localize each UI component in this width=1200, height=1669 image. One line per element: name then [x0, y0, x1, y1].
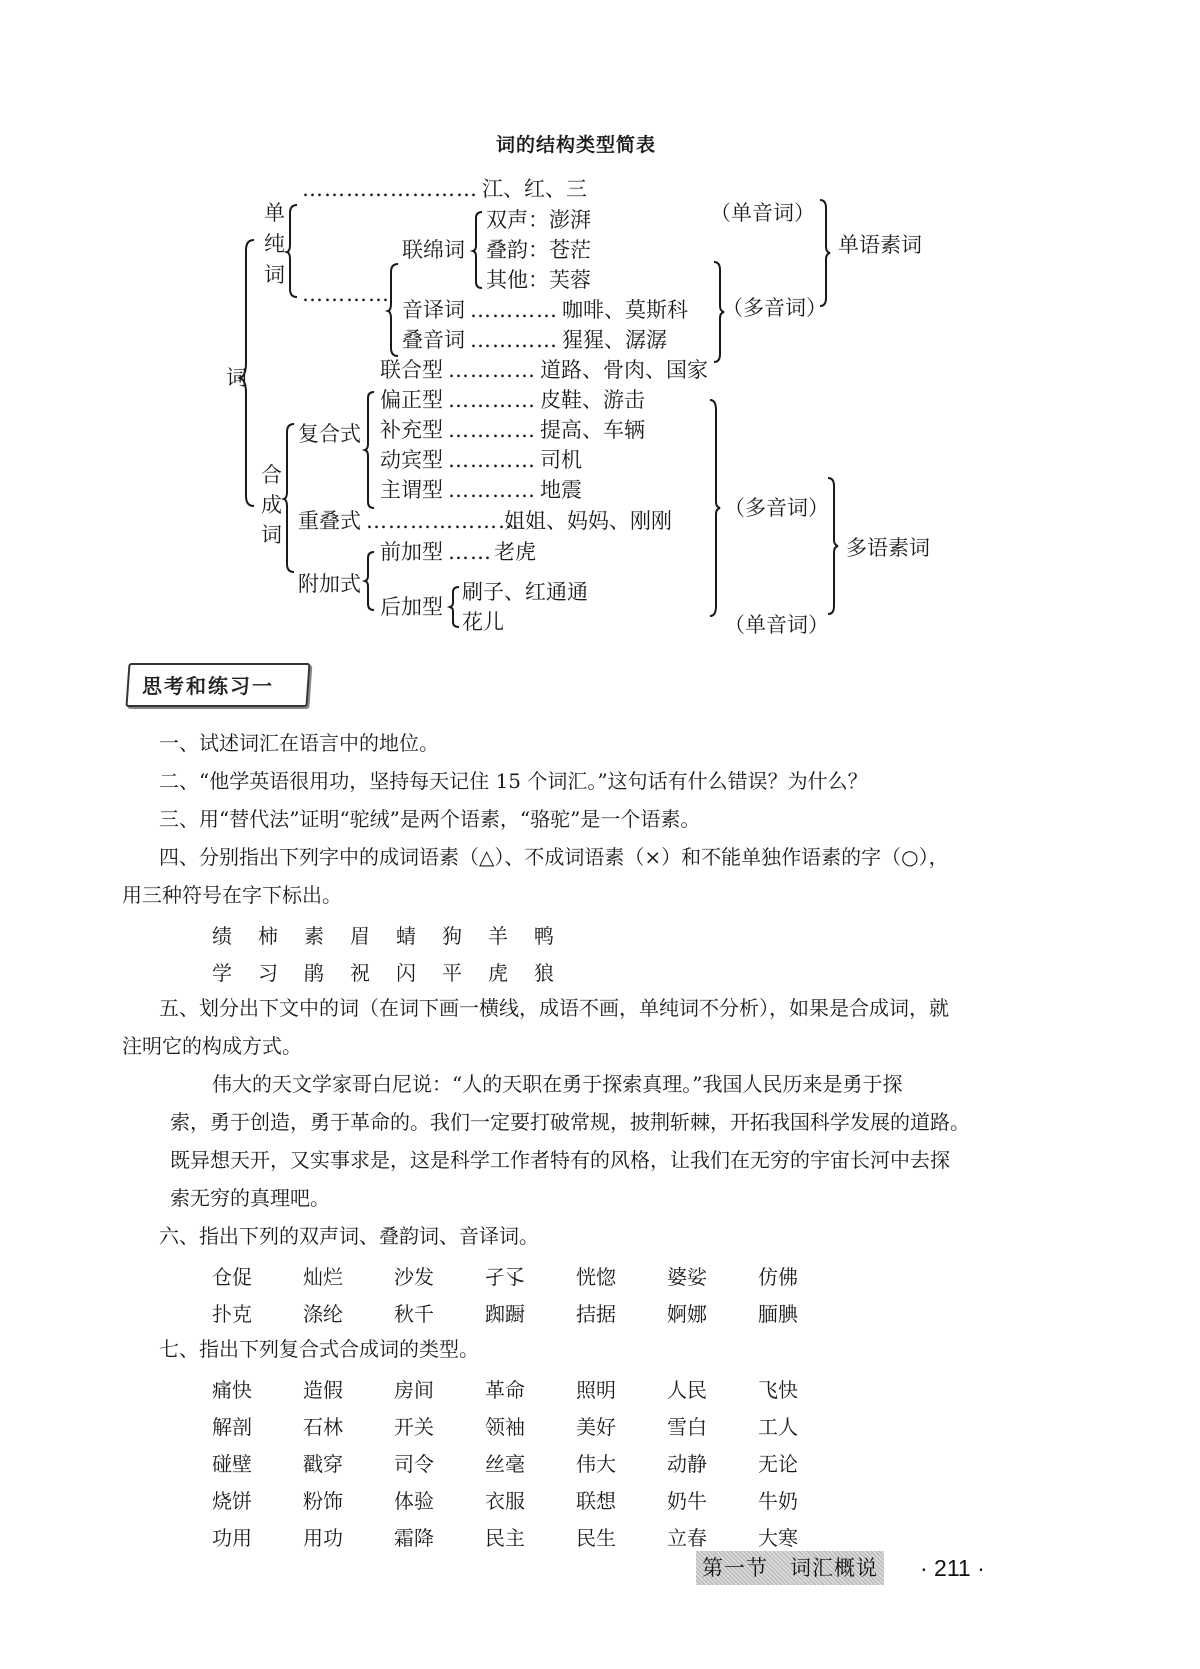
fuheshi-brace — [365, 390, 377, 510]
chongdieshi-example: 姐姐、妈妈、刚刚 — [504, 509, 672, 533]
exercise-5-cont: 注明它的构成方式。 — [122, 1034, 302, 1058]
word-item: 粉饰 — [303, 1489, 343, 1513]
transliteration-label: 音译词 — [402, 298, 465, 322]
compound-type-label: 补充型 — [380, 418, 443, 442]
compound-brace — [284, 422, 298, 574]
reduplicated-sound-example: 猩猩、潺潺 — [562, 328, 667, 352]
compound-label-1: 合 — [261, 463, 282, 487]
word-item: 无论 — [758, 1452, 798, 1476]
word-item: 立春 — [667, 1526, 707, 1550]
char-item: 柿 — [258, 924, 278, 948]
compound-type-example: 皮鞋、游击 — [540, 388, 645, 412]
word-item: 房间 — [394, 1378, 434, 1402]
exercise-7: 七、指出下列复合式合成词的类型。 — [159, 1337, 479, 1361]
poly-simple-right-brace — [712, 260, 726, 364]
q4-chars-row — [212, 920, 580, 949]
compound-type-example: 道路、骨肉、国家 — [540, 358, 708, 382]
word-item: 领袖 — [485, 1415, 525, 1439]
mono-syllabic-label: （单音词） — [724, 613, 829, 637]
word-item: 衣服 — [485, 1489, 525, 1513]
word-item: 解剖 — [212, 1415, 252, 1439]
compound-type-dots: ………… — [448, 448, 536, 472]
prefix-dots: …… — [448, 540, 492, 564]
word-item: 霜降 — [394, 1526, 434, 1550]
word-item: 丝毫 — [485, 1452, 525, 1476]
q7-words-row — [212, 1522, 849, 1551]
word-item: 司令 — [394, 1452, 434, 1476]
exercise-6: 六、指出下列的双声词、叠韵词、音译词。 — [159, 1224, 539, 1248]
q4-chars-row — [212, 957, 580, 986]
table-title: 词的结构类型简表 — [496, 134, 657, 156]
fuheshi-label: 复合式 — [298, 422, 361, 446]
compound-label-2: 成 — [261, 493, 282, 517]
compound-type-label: 主谓型 — [380, 478, 443, 502]
char-item: 狗 — [442, 924, 462, 948]
q7-words-row — [212, 1411, 849, 1440]
char-item: 狼 — [534, 961, 554, 985]
simple-label-3: 词 — [264, 263, 285, 287]
char-item: 学 — [212, 961, 232, 985]
passage-line: 伟大的天文学家哥白尼说：“人的天职在勇于探索真理。”我国人民历来是勇于探 — [212, 1072, 903, 1096]
char-item: 祝 — [350, 961, 370, 985]
transliteration-dots: ………… — [470, 298, 558, 322]
compound-type-example: 地震 — [540, 478, 582, 502]
root-label: 词 — [226, 366, 247, 390]
exercise-1: 一、试述词汇在语言中的地位。 — [159, 731, 439, 755]
char-item: 虎 — [488, 961, 508, 985]
exercise-4: 四、分别指出下列字中的成词语素（△）、不成词语素（×）和不能单独作语素的字（○）， — [159, 845, 949, 869]
compound-type-label: 偏正型 — [380, 388, 443, 412]
passage-line: 索，勇于创造，勇于革命的。我们一定要打破常规，披荆斩棘，开拓我国科学发展的道路。 — [170, 1110, 970, 1134]
word-item: 婆娑 — [667, 1265, 707, 1289]
lianmian-item: 叠韵：苍茫 — [486, 238, 591, 262]
char-item: 鸭 — [534, 924, 554, 948]
mono-syllabic-label: （单音词） — [710, 201, 815, 225]
word-item: 工人 — [758, 1415, 798, 1439]
lianmian-label: 联绵词 — [402, 238, 465, 262]
compound-label-3: 词 — [261, 523, 282, 547]
multi-morpheme-label: 多语素词 — [846, 536, 930, 560]
word-item: 造假 — [303, 1378, 343, 1402]
word-item: 沙发 — [394, 1265, 434, 1289]
q7-words-row — [212, 1448, 849, 1477]
poly-compound-right-brace — [708, 398, 722, 618]
word-item: 联想 — [576, 1489, 616, 1513]
word-item: 秋千 — [394, 1302, 434, 1326]
transliteration-example: 咖啡、莫斯科 — [562, 298, 688, 322]
word-item: 孑孓 — [485, 1265, 525, 1289]
char-item: 鹃 — [304, 961, 324, 985]
fujiashi-brace — [365, 550, 377, 612]
word-item: 仿佛 — [758, 1265, 798, 1289]
q7-words-row — [212, 1485, 849, 1514]
word-item: 扑克 — [212, 1302, 252, 1326]
mono-dots: …………………… — [302, 177, 478, 201]
word-item: 奶牛 — [667, 1489, 707, 1513]
suffix-brace — [450, 585, 462, 629]
single-morpheme-brace — [818, 198, 832, 308]
exercise-5: 五、划分出下文中的词（在词下画一横线，成语不画，单纯词不分析），如果是合成词，就 — [159, 996, 949, 1020]
word-item: 腼腆 — [758, 1302, 798, 1326]
compound-type-dots: ………… — [448, 358, 536, 382]
simple-label-1: 单 — [264, 201, 285, 225]
prefix-example: 老虎 — [494, 540, 536, 564]
char-item: 平 — [442, 961, 462, 985]
compound-type-example: 司机 — [540, 448, 582, 472]
suffix-example: 花儿 — [462, 610, 504, 634]
simple-brace — [287, 203, 301, 299]
q7-words-row — [212, 1374, 849, 1403]
multi-morpheme-brace — [826, 476, 840, 616]
word-item: 美好 — [576, 1415, 616, 1439]
compound-type-label: 动宾型 — [380, 448, 443, 472]
reduplicated-sound-dots: ………… — [470, 328, 558, 352]
word-item: 功用 — [212, 1526, 252, 1550]
word-item: 拮据 — [576, 1302, 616, 1326]
poly-simple-brace — [388, 262, 402, 358]
word-item: 民生 — [576, 1526, 616, 1550]
word-item: 飞快 — [758, 1378, 798, 1402]
fujiashi-label: 附加式 — [298, 572, 361, 596]
word-item: 碰壁 — [212, 1452, 252, 1476]
simple-label-2: 纯 — [264, 232, 285, 256]
compound-type-label: 联合型 — [380, 358, 443, 382]
passage-line: 既异想天开，又实事求是，这是科学工作者特有的风格，让我们在无穷的宇宙长河中去探 — [170, 1148, 950, 1172]
exercise-3: 三、用“替代法”证明“驼绒”是两个语素，“骆驼”是一个语素。 — [159, 807, 701, 831]
char-item: 绩 — [212, 924, 232, 948]
char-item: 眉 — [350, 924, 370, 948]
char-item: 素 — [304, 924, 324, 948]
suffix-label: 后加型 — [380, 595, 443, 619]
char-item: 闪 — [396, 961, 416, 985]
word-item: 婀娜 — [667, 1302, 707, 1326]
page-number: · 211 · — [920, 1555, 985, 1581]
word-item: 人民 — [667, 1378, 707, 1402]
word-item: 民主 — [485, 1526, 525, 1550]
word-item: 用功 — [303, 1526, 343, 1550]
word-item: 烧饼 — [212, 1489, 252, 1513]
poly-syllabic-label: （多音词） — [722, 296, 827, 320]
word-item: 戳穿 — [303, 1452, 343, 1476]
compound-type-dots: ………… — [448, 478, 536, 502]
single-morpheme-label: 单语素词 — [838, 233, 922, 257]
lianmian-brace — [473, 210, 485, 290]
word-item: 牛奶 — [758, 1489, 798, 1513]
q6-words-row — [212, 1261, 849, 1290]
char-item: 习 — [258, 961, 278, 985]
word-item: 开关 — [394, 1415, 434, 1439]
char-item: 蜻 — [396, 924, 416, 948]
word-item: 涤纶 — [303, 1302, 343, 1326]
suffix-example: 刷子、红通通 — [462, 580, 588, 604]
lianmian-item: 其他：芙蓉 — [486, 268, 591, 292]
chongdieshi-dots: ………………… — [366, 509, 520, 533]
word-item: 恍惚 — [576, 1265, 616, 1289]
word-item: 痛快 — [212, 1378, 252, 1402]
q6-words-row — [212, 1298, 849, 1327]
root-brace — [240, 238, 260, 508]
word-item: 照明 — [576, 1378, 616, 1402]
prefix-label: 前加型 — [380, 540, 443, 564]
lianmian-item: 双声：澎湃 — [486, 208, 591, 232]
char-item: 羊 — [488, 924, 508, 948]
section-title: 思考和练习一 — [142, 674, 274, 698]
compound-type-dots: ………… — [448, 388, 536, 412]
word-item: 动静 — [667, 1452, 707, 1476]
word-item: 仓促 — [212, 1265, 252, 1289]
passage-line: 索无穷的真理吧。 — [170, 1186, 330, 1210]
word-item: 灿烂 — [303, 1265, 343, 1289]
word-item: 踟蹰 — [485, 1302, 525, 1326]
chongdieshi-label: 重叠式 — [298, 509, 361, 533]
exercise-4-cont: 用三种符号在字下标出。 — [122, 883, 342, 907]
reduplicated-sound-label: 叠音词 — [402, 328, 465, 352]
compound-type-dots: ………… — [448, 418, 536, 442]
word-item: 伟大 — [576, 1452, 616, 1476]
poly-simple-dots: ………… — [302, 282, 390, 306]
mono-example: 江、红、三 — [482, 177, 587, 201]
compound-type-example: 提高、车辆 — [540, 418, 645, 442]
word-item: 体验 — [394, 1489, 434, 1513]
word-item: 石林 — [303, 1415, 343, 1439]
exercise-2: 二、“他学英语很用功，坚持每天记住 15 个词汇。”这句话有什么错误？为什么？ — [159, 769, 868, 793]
word-item: 雪白 — [667, 1415, 707, 1439]
poly-syllabic-label: （多音词） — [724, 496, 829, 520]
word-item: 大寒 — [758, 1526, 798, 1550]
word-item: 革命 — [485, 1378, 525, 1402]
footer-section-label: 第一节 词汇概说 — [696, 1551, 884, 1585]
